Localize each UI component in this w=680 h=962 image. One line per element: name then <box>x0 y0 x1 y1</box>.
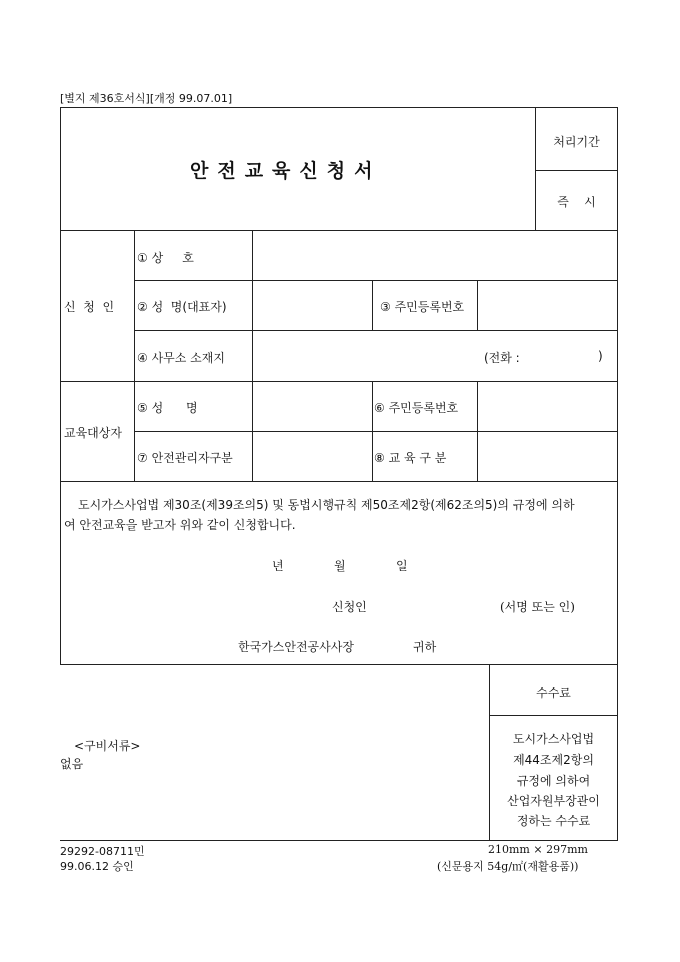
company-name-label: ① 상 호 <box>137 251 194 265</box>
fee-line-5: 정하는 수수료 <box>516 814 591 828</box>
fee-line-3: 규정에 의하여 <box>516 774 591 788</box>
education-class-field[interactable] <box>478 432 616 480</box>
processing-period-value: 즉 시 <box>557 195 596 209</box>
office-address-label: ④ 사무소 소재지 <box>137 351 225 365</box>
frame-bottom-border <box>60 840 618 841</box>
applicant-sign-label: 신청인 <box>332 600 367 614</box>
education-class-label: ⑧ 교 육 구 분 <box>374 451 447 465</box>
document-title: 안전교육신청서 <box>190 160 382 182</box>
manager-class-field[interactable] <box>253 432 371 480</box>
fee-line-4: 산업자원부장관이 <box>507 794 600 808</box>
paper-size: 210mm × 297mm <box>488 843 588 856</box>
processing-row-divider <box>535 170 617 171</box>
applicant-section-label: 신 청 인 <box>64 300 115 314</box>
trainee-section-label: 교육대상자 <box>64 426 122 440</box>
phone-label: (전화 : <box>484 351 520 365</box>
applicant-resident-id-field[interactable] <box>478 281 616 329</box>
fee-line-1: 도시가스사업법 <box>512 732 595 746</box>
trainee-name-field[interactable] <box>253 382 371 430</box>
required-documents-label: <구비서류> <box>74 739 141 753</box>
frame-right-border <box>617 107 618 841</box>
phone-close-paren: ) <box>598 349 603 363</box>
honorific-label: 귀하 <box>413 640 437 654</box>
form-code: 29292-08711민 <box>60 845 145 858</box>
trainee-name-label: ⑤ 성 명 <box>137 401 198 415</box>
form-number-label: [별지 제36호서식][개정 99.07.01] <box>60 92 233 105</box>
manager-class-label: ⑦ 안전관리자구분 <box>137 451 233 465</box>
processing-period-label: 처리기간 <box>553 135 600 149</box>
frame-left-border <box>60 107 61 665</box>
date-day-label: 일 <box>396 559 408 573</box>
trainee-bottom-border <box>60 481 617 482</box>
paper-spec: (신문용지 54g/㎡(재활용품)) <box>437 860 579 873</box>
trainee-resident-id-label: ⑥ 주민등록번호 <box>374 401 459 415</box>
signature-note: (서명 또는 인) <box>500 600 575 614</box>
representative-name-label: ② 성 명(대표자) <box>137 300 227 314</box>
fee-header-divider <box>489 715 617 716</box>
applicant-resident-id-label: ③ 주민등록번호 <box>380 300 465 314</box>
approval-date: 99.06.12 승인 <box>60 860 134 873</box>
recipient-label: 한국가스안전공사사장 <box>238 640 354 654</box>
company-name-field[interactable] <box>253 231 616 279</box>
date-month-label: 월 <box>334 559 346 573</box>
date-year-label: 년 <box>272 559 284 573</box>
trainee-resident-id-field[interactable] <box>478 382 616 430</box>
representative-name-field[interactable] <box>253 281 371 329</box>
statement-line-1: 도시가스사업법 제30조(제39조의5) 및 동법시행규칙 제50조제2항(제62조의5)의 규정에 의하 <box>78 498 575 512</box>
fee-line-2: 제44조제2항의 <box>513 753 594 767</box>
section-label-divider <box>134 230 135 481</box>
statement-bottom-border <box>60 664 617 665</box>
fee-label: 수수료 <box>536 686 571 700</box>
applicant-id-label-left <box>372 280 373 330</box>
frame-top-border <box>60 107 617 108</box>
statement-line-2: 여 안전교육을 받고자 위와 같이 신청합니다. <box>64 518 296 532</box>
processing-divider <box>535 107 536 230</box>
office-address-field[interactable] <box>253 331 481 380</box>
required-documents-value: 없음 <box>60 757 84 771</box>
